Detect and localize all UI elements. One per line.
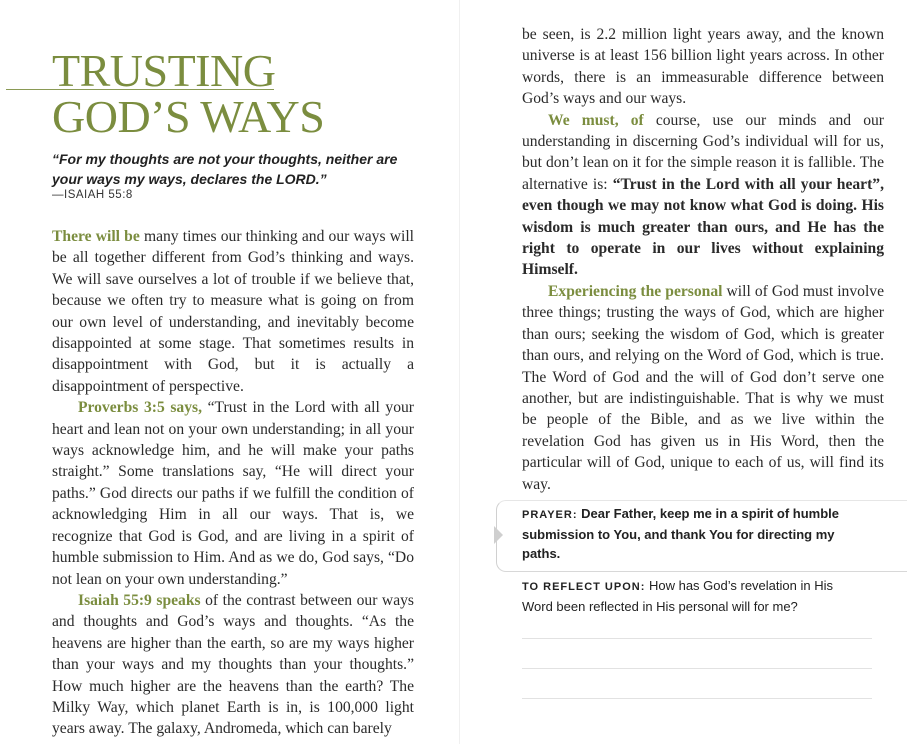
reflect-text: How has God’s revelation in His Word been reflected in His personal will for me? [522,578,833,614]
right-body [522,24,884,495]
writing-line[interactable] [522,698,872,699]
right-page [460,0,920,744]
paragraph-lead: We must, of [548,111,644,129]
paragraph-lead: Isaiah 55:9 speaks [78,591,201,609]
paragraph-lead: There will be [52,228,140,245]
paragraph-lead: Experiencing the personal [548,282,723,300]
writing-line[interactable] [522,668,872,669]
paragraph-text: course, use our minds and our understanding in discerning God’s individual will for us, but don’t lean on it for the simple reason it is fallible. The alternative is: [522,111,884,193]
paragraph-text: of the contrast between our ways and thoughts and God’s ways and thoughts. “As the heavens are higher than the earth, so are my ways higher than your ways and my thoughts than your thoughts.” How much higher are the heavens than the earth? The Milky Way, which planet Earth is in, is 100,000 light years away. The galaxy, Andromeda, which can barely [52,591,414,738]
prayer-text: Dear Father, keep me in a spirit of humble submission to You, and thank You for directing my paths. [522,506,840,561]
paragraph-text: many times our thinking and our ways will be all together different from God’s thinking and ways. We will save ourselves a lot of trouble if we believe that, because we often try to measure what is going on from our own level of understanding, and inevitably become disappointed at some stage. That sometimes results in disappointment with God, but it is actually a disappointment of perspective. [52,228,414,395]
prayer [522,504,862,563]
title-line-2: GOD’S WAYS [52,91,325,142]
page-title [52,45,325,142]
reflect [522,576,867,616]
title-line-1: TRUSTING [52,45,276,96]
reflect-label: TO REFLECT UPON: [522,581,646,593]
paragraph-text: “Trust in the Lord with all your heart and lean not on your own understanding; in all your ways acknowledge him, and he will make your paths straight.” Some translations say, “He will direct your paths.” God directs our paths if we fulfill the condition of acknowledging Him in all our ways. That is, we recognize that God is God, and are living in a spirit of humble submission to Him. And as we do, God says, “Do not lean on your own understanding.” [52,399,414,588]
paragraph-text: be seen, is 2.2 million light years away, and the known universe is at least 156 billion light years across. In other words, there is an immeasurable difference between God’s ways and our ways. [522,26,884,108]
paragraph-text: will of God must involve three things; trusting the ways of God, which are higher than ours; seeking the wisdom of God, which is greater than ours, and relying on the Word of God, which is true. The Word of God and the will of God don’t serve one another, but are indistinguishable. That is why we must be people of the Bible, and as we live within the revelation God has given us in His Word, then the particular will of God, unique to each of us, will find its way. [522,282,884,493]
left-body [52,226,414,740]
prayer-arrow-icon [494,526,503,544]
epigraph-reference: —ISAIAH 55:8 [52,189,133,201]
writing-line[interactable] [522,638,872,639]
paragraph-bold-text: “Trust in the Lord with all your heart”, even though we may not know what God is doing. His wisdom is much greater than ours, and He has the right to operate in our lives without explaining Himself. [522,175,884,279]
prayer-label: PRAYER: [522,509,578,521]
epigraph-quote: “For my thoughts are not your thoughts, neither are your ways my ways, declares the LORD.” [52,151,398,187]
paragraph-lead: Proverbs 3:5 says, [78,399,202,417]
